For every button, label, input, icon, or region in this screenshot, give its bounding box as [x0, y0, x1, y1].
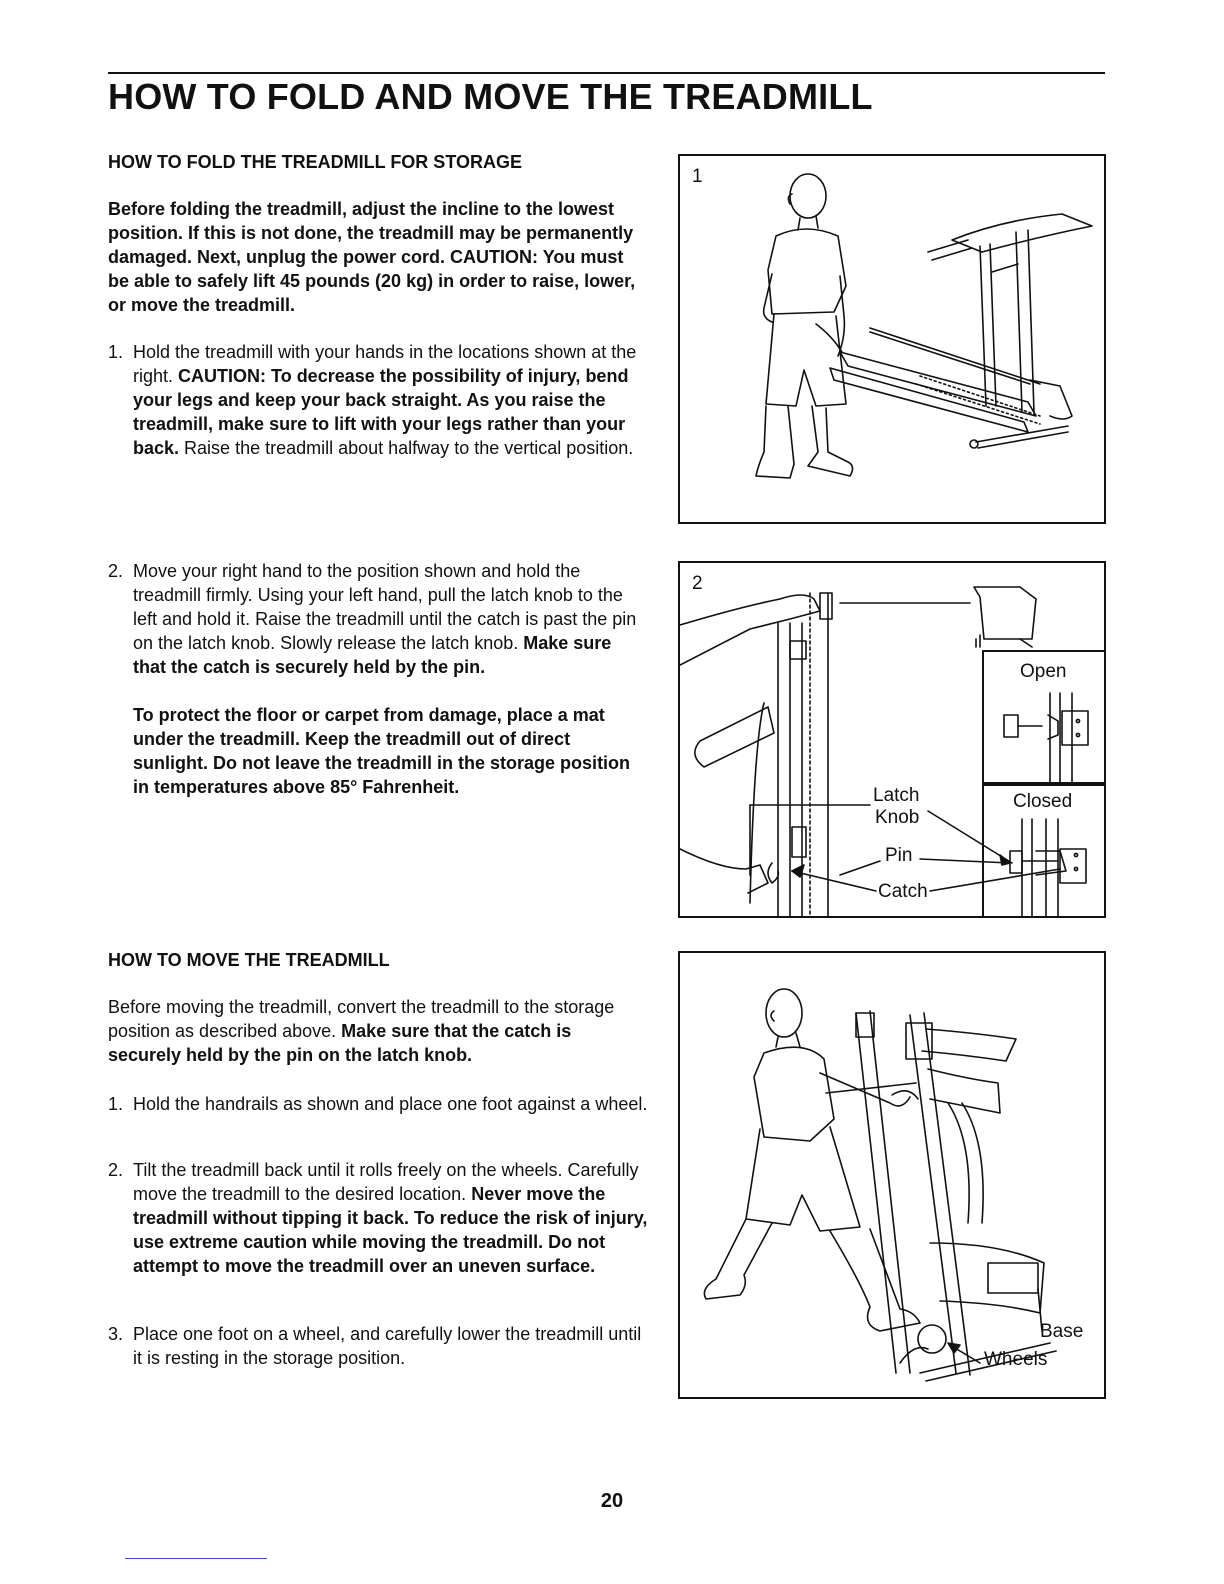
open-label: Open [1020, 661, 1067, 682]
wheels-label: Wheels [984, 1349, 1048, 1370]
figure-2-latch-detail [678, 561, 1106, 918]
step-text: Tilt the treadmill back until it rolls freely on the wheels. Carefully move the treadmill to the desired location. [133, 1160, 639, 1204]
figure-number: 1 [692, 166, 703, 187]
list-item [108, 559, 648, 799]
move-heading: HOW TO MOVE THE TREADMILL [108, 950, 390, 970]
move-intro: Before moving the treadmill, convert the treadmill to the storage position as described above. [108, 997, 615, 1041]
step-text-end: Raise the treadmill about halfway to the vertical position. [184, 438, 634, 458]
step-text: Place one foot on a wheel, and carefully lower the treadmill until it is resting in the storage position. [133, 1324, 642, 1368]
lift-illustration [680, 156, 1106, 524]
list-item [108, 1092, 648, 1116]
list-item [108, 1322, 648, 1370]
latch-label: Latch [873, 785, 920, 806]
page-title: HOW TO FOLD AND MOVE THE TREADMILL [108, 76, 873, 117]
step-caution: CAUTION: To decrease the possibility of injury, bend your legs and keep your back straight. As you raise the treadmill, make sure to lift with your legs rather than your back. [133, 366, 629, 458]
closed-label: Closed [1013, 791, 1073, 812]
fold-intro-block [108, 197, 636, 317]
list-item [108, 340, 648, 460]
step-warning: Make sure that the catch is securely held by the pin. [133, 633, 612, 677]
figure-3-move-treadmill [678, 951, 1106, 1399]
step-number: 1. [108, 1094, 124, 1114]
fold-intro: Before folding the treadmill, adjust the incline to the lowest position. If this is not done, the treadmill may be permanently damaged. Next, unplug the power cord. CAUTION: You must be able to safely lift 45 pounds (20 kg) in order to raise, lower, or move the treadmill. [108, 199, 636, 315]
figure-number: 2 [692, 573, 703, 594]
step-text: Move your right hand to the position shown and hold the treadmill firmly. Using your left hand, pull the latch knob to the left and hold it. Raise the treadmill until the catch is past the pin on the latch knob. Slowly release the latch knob. [133, 561, 637, 653]
step-number: 2. [108, 1160, 124, 1180]
footer-rule [125, 1558, 267, 1559]
move-section [108, 948, 648, 972]
step-number: 1. [108, 342, 124, 362]
base-label: Base [1040, 1321, 1084, 1342]
knob-label: Knob [875, 807, 920, 828]
move-intro-warning: Make sure that the catch is securely held by the pin on the latch knob. [108, 1021, 572, 1065]
list-item [108, 1158, 648, 1278]
step-text: Hold the treadmill with your hands in the locations shown at the right. [133, 342, 637, 386]
pin-label: Pin [885, 845, 913, 866]
title-rule [108, 72, 1105, 74]
step-number: 2. [108, 561, 124, 581]
move-intro-block [108, 995, 648, 1067]
catch-label: Catch [878, 881, 928, 902]
figure-1-lift-treadmill [678, 154, 1106, 524]
storage-note: To protect the floor or carpet from damage, place a mat under the treadmill. Keep the treadmill out of direct sunlight. Do not leave the treadmill in the storage position in temperatures above 85° Fahrenheit. [133, 705, 631, 797]
fold-heading: HOW TO FOLD THE TREADMILL FOR STORAGE [108, 152, 522, 172]
page-number: 20 [600, 1490, 624, 1512]
step-warning: Never move the treadmill without tipping it back. To reduce the risk of injury, use extreme caution while moving the treadmill. Do not attempt to move the treadmill over an uneven surface. [133, 1184, 648, 1276]
fold-section [108, 150, 648, 174]
step-number: 3. [108, 1324, 124, 1344]
step-text: Hold the handrails as shown and place one foot against a wheel. [133, 1094, 648, 1114]
